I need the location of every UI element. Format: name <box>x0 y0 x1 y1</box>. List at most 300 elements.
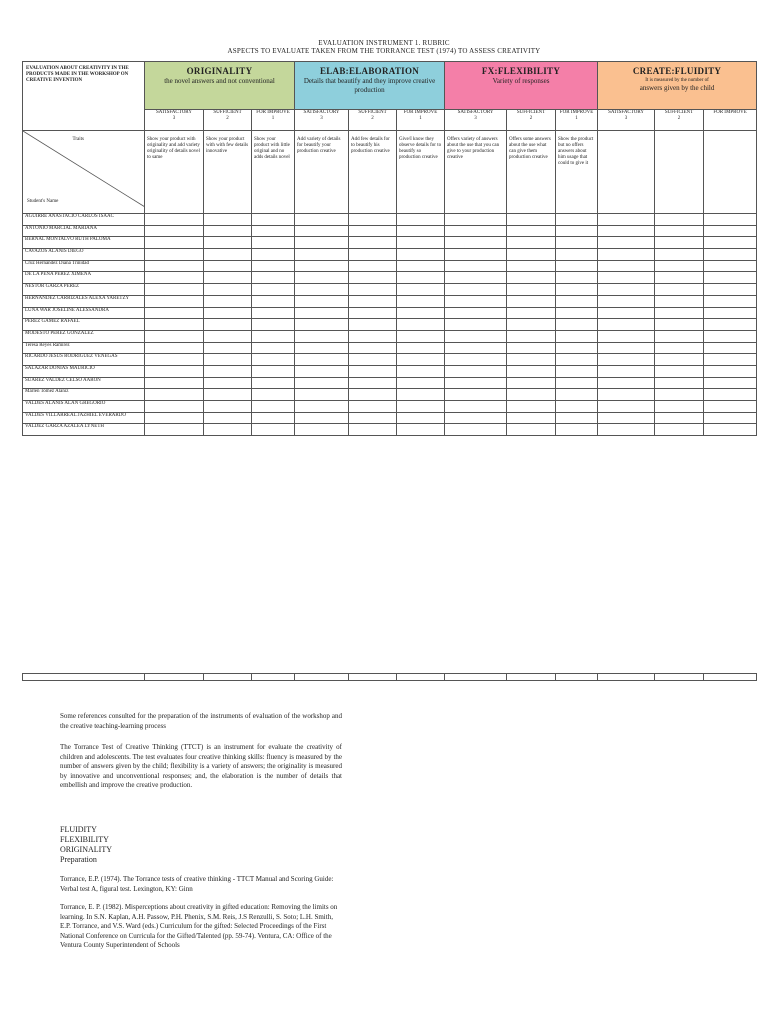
score-cell[interactable] <box>598 330 655 342</box>
score-cell[interactable] <box>507 401 556 413</box>
score-cell[interactable] <box>655 295 704 307</box>
score-cell[interactable] <box>598 365 655 377</box>
score-cell[interactable] <box>704 284 757 296</box>
level-descriptor: Offers some answers about the use what can give them production creative <box>507 131 556 214</box>
score-cell[interactable] <box>445 412 507 424</box>
score-cell[interactable] <box>252 389 295 401</box>
score-cell[interactable] <box>704 330 757 342</box>
keyword: ORIGINALITY <box>60 845 112 854</box>
student-row <box>23 272 757 284</box>
score-cell[interactable] <box>397 319 445 331</box>
score-cell[interactable] <box>145 295 204 307</box>
score-cell[interactable] <box>445 260 507 272</box>
score-cell[interactable] <box>349 377 397 389</box>
score-cell[interactable] <box>655 272 704 284</box>
score-cell[interactable] <box>556 272 598 284</box>
score-cell[interactable] <box>655 319 704 331</box>
score-cell[interactable] <box>145 225 204 237</box>
score-cell[interactable] <box>556 342 598 354</box>
score-cell[interactable] <box>204 424 252 436</box>
score-cell[interactable] <box>445 295 507 307</box>
score-cell[interactable] <box>295 225 349 237</box>
category-elaboration <box>295 62 445 110</box>
score-cell[interactable] <box>507 214 556 226</box>
score-cell[interactable] <box>349 319 397 331</box>
score-cell[interactable] <box>145 424 204 436</box>
level-score: 3 <box>624 116 628 121</box>
score-cell[interactable] <box>556 412 598 424</box>
score-cell[interactable] <box>145 389 204 401</box>
score-cell[interactable] <box>556 377 598 389</box>
level-descriptor: Add variety of details for beautify your production creative <box>295 131 349 214</box>
score-cell[interactable] <box>704 412 757 424</box>
student-row <box>23 424 757 436</box>
score-cell[interactable] <box>445 272 507 284</box>
student-name: SALAZAR DONIAS MAURICIO <box>23 365 145 377</box>
score-cell[interactable] <box>349 401 397 413</box>
score-cell[interactable] <box>295 249 349 261</box>
score-cell[interactable] <box>507 412 556 424</box>
score-cell[interactable] <box>704 295 757 307</box>
level-header <box>397 110 445 131</box>
rubric-title: EVALUATION INSTRUMENT 1. RUBRIC <box>318 39 450 47</box>
score-cell[interactable] <box>295 424 349 436</box>
score-cell[interactable] <box>252 342 295 354</box>
student-name: HERNANDEZ CARRIZALES ALEXA YARETZY <box>23 295 145 307</box>
student-row <box>23 342 757 354</box>
score-cell[interactable] <box>445 319 507 331</box>
score-cell[interactable] <box>204 365 252 377</box>
category-description: answers given by the child <box>639 84 715 92</box>
score-cell[interactable] <box>507 225 556 237</box>
score-cell[interactable] <box>598 342 655 354</box>
score-cell[interactable] <box>295 401 349 413</box>
score-cell[interactable] <box>507 307 556 319</box>
score-cell[interactable] <box>445 214 507 226</box>
score-cell[interactable] <box>704 214 757 226</box>
score-cell[interactable] <box>145 412 204 424</box>
score-cell[interactable] <box>556 237 598 249</box>
score-cell[interactable] <box>445 354 507 366</box>
citation-torrance-1982: Torrance, E. P. (1982). Misperceptions about creativity in gifted education: Removing the limits on learning. In S.N. Kaplan, A.H. Passow, P.H. Phenix, S.M. Reis, J.S Renzulli, S. Soto; L.H. Smith, E.P. Torrance, and V.S. Ward (eds.) Curriculum for the gifted: Selected Proceedings of the First National Conference on Curricula for the Gifted/Talented (pp. 59-74). Ventura, CA: Office of the Ventura County Superintendent of Schools <box>60 903 338 949</box>
score-cell[interactable] <box>145 260 204 272</box>
score-cell[interactable] <box>349 307 397 319</box>
level-header <box>598 110 655 131</box>
score-cell[interactable] <box>598 389 655 401</box>
score-cell[interactable] <box>556 330 598 342</box>
level-descriptor: Add few details for to beautify his production creative <box>349 131 397 214</box>
category-originality <box>145 62 295 110</box>
score-cell[interactable] <box>349 249 397 261</box>
score-cell[interactable] <box>507 249 556 261</box>
score-cell[interactable] <box>295 272 349 284</box>
level-header <box>295 110 349 131</box>
score-cell[interactable] <box>507 284 556 296</box>
score-cell[interactable] <box>704 272 757 284</box>
score-cell[interactable] <box>556 354 598 366</box>
score-cell[interactable] <box>145 319 204 331</box>
score-cell[interactable] <box>445 365 507 377</box>
score-cell[interactable] <box>295 214 349 226</box>
level-score: 1 <box>271 116 275 121</box>
score-cell[interactable] <box>655 284 704 296</box>
level-score: 2 <box>677 116 681 121</box>
ttct-paragraph: The Torrance Test of Creative Thinking (TTCT) is an instrument for evaluate the creativity of children and adolescents. The test evaluates four creative thinking skills: fluency is measured by the number of answers given by the child; flexibility is a variety of answers; the originality is measured by innovative and unconventional responses; and, the elaboration is the number of details that embellish and improve the creative production. <box>60 743 342 789</box>
score-cell[interactable] <box>145 284 204 296</box>
level-label: SATISFACTORY <box>303 110 340 115</box>
score-cell[interactable] <box>252 272 295 284</box>
score-cell[interactable] <box>556 307 598 319</box>
level-score: 3 <box>320 116 323 121</box>
score-cell[interactable] <box>397 214 445 226</box>
student-name: ANTONIO MARCIAL MARIANA <box>23 225 145 237</box>
score-cell[interactable] <box>295 389 349 401</box>
student-row <box>23 237 757 249</box>
score-cell[interactable] <box>397 377 445 389</box>
score-cell[interactable] <box>204 319 252 331</box>
score-cell[interactable] <box>556 401 598 413</box>
score-cell[interactable] <box>556 295 598 307</box>
score-cell[interactable] <box>252 249 295 261</box>
level-header <box>507 110 556 131</box>
score-cell[interactable] <box>704 354 757 366</box>
score-cell[interactable] <box>655 225 704 237</box>
score-cell[interactable] <box>252 225 295 237</box>
score-cell[interactable] <box>295 237 349 249</box>
score-cell[interactable] <box>397 295 445 307</box>
score-cell[interactable] <box>204 389 252 401</box>
score-cell[interactable] <box>655 377 704 389</box>
score-cell[interactable] <box>349 389 397 401</box>
score-cell[interactable] <box>397 342 445 354</box>
score-cell[interactable] <box>598 377 655 389</box>
score-cell[interactable] <box>204 307 252 319</box>
score-cell[interactable] <box>445 389 507 401</box>
score-cell[interactable] <box>655 237 704 249</box>
score-cell[interactable] <box>598 272 655 284</box>
level-score: 3 <box>474 116 477 121</box>
score-cell[interactable] <box>445 284 507 296</box>
score-cell[interactable] <box>295 319 349 331</box>
score-cell[interactable] <box>349 284 397 296</box>
score-cell[interactable] <box>655 424 704 436</box>
score-cell[interactable] <box>556 389 598 401</box>
score-cell[interactable] <box>445 342 507 354</box>
score-cell[interactable] <box>145 365 204 377</box>
score-cell[interactable] <box>397 424 445 436</box>
score-cell[interactable] <box>295 354 349 366</box>
score-cell[interactable] <box>349 260 397 272</box>
score-cell[interactable] <box>598 319 655 331</box>
level-header <box>556 110 598 131</box>
score-cell[interactable] <box>252 214 295 226</box>
score-cell[interactable] <box>507 424 556 436</box>
level-label: SUFFICIENT <box>664 110 694 115</box>
score-cell[interactable] <box>397 284 445 296</box>
score-cell[interactable] <box>204 260 252 272</box>
score-cell[interactable] <box>295 295 349 307</box>
category-description: Variety of responses <box>492 77 550 85</box>
level-descriptor: Show your product with little original and no adds details novel <box>252 131 295 214</box>
score-cell[interactable] <box>204 330 252 342</box>
score-cell[interactable] <box>145 307 204 319</box>
score-cell[interactable] <box>349 214 397 226</box>
student-name: Cruz Hernández Diana Trinidad <box>23 260 145 272</box>
keyword: Preparation <box>60 855 97 864</box>
level-header <box>445 110 507 131</box>
student-row <box>23 260 757 272</box>
score-cell[interactable] <box>507 330 556 342</box>
score-cell[interactable] <box>252 295 295 307</box>
score-cell[interactable] <box>204 295 252 307</box>
score-cell[interactable] <box>204 249 252 261</box>
score-cell[interactable] <box>598 237 655 249</box>
level-score: 2 <box>226 116 229 121</box>
score-cell[interactable] <box>204 377 252 389</box>
score-cell[interactable] <box>295 412 349 424</box>
score-cell[interactable] <box>204 401 252 413</box>
score-cell[interactable] <box>655 401 704 413</box>
score-cell[interactable] <box>445 424 507 436</box>
score-cell[interactable] <box>445 307 507 319</box>
score-cell[interactable] <box>655 330 704 342</box>
score-cell[interactable] <box>704 424 757 436</box>
score-cell[interactable] <box>507 389 556 401</box>
score-cell[interactable] <box>397 237 445 249</box>
score-cell[interactable] <box>204 342 252 354</box>
score-cell[interactable] <box>704 365 757 377</box>
score-cell[interactable] <box>295 307 349 319</box>
score-cell[interactable] <box>704 307 757 319</box>
score-cell[interactable] <box>349 342 397 354</box>
score-cell[interactable] <box>295 284 349 296</box>
score-cell[interactable] <box>704 389 757 401</box>
rubric-subtitle: ASPECTS TO EVALUATE TAKEN FROM THE TORRANCE TEST (1974) TO ASSESS CREATIVITY <box>227 47 541 55</box>
score-cell[interactable] <box>349 354 397 366</box>
level-descriptor: Show your product with originality and add variety originality of details novel to same <box>145 131 204 214</box>
score-cell[interactable] <box>397 412 445 424</box>
score-cell[interactable] <box>145 214 204 226</box>
level-descriptor <box>704 131 757 214</box>
score-cell[interactable] <box>507 354 556 366</box>
score-cell[interactable] <box>349 365 397 377</box>
score-cell[interactable] <box>252 365 295 377</box>
level-label: SATISFACTORY <box>608 110 645 115</box>
student-name-label: Student's Name <box>27 199 59 204</box>
score-cell[interactable] <box>252 260 295 272</box>
student-name: DE LA PENA PEREZ XIMENA <box>23 272 145 284</box>
score-cell[interactable] <box>445 225 507 237</box>
level-score: 3 <box>172 116 176 121</box>
student-name: AGUIRRE ANASTACIO CARLOS ISAAC <box>23 214 145 226</box>
score-cell[interactable] <box>507 272 556 284</box>
student-name: VALDES ALANÍS ALAN GREGORIO <box>23 401 145 413</box>
score-cell[interactable] <box>598 260 655 272</box>
rubric-bottom-row <box>22 673 757 681</box>
score-cell[interactable] <box>598 249 655 261</box>
level-descriptor <box>598 131 655 214</box>
student-row <box>23 389 757 401</box>
score-cell[interactable] <box>445 377 507 389</box>
references-intro: Some references consulted for the preparation of the instruments of evaluation of the workshop and the creative teaching-learning process <box>60 712 342 730</box>
score-cell[interactable] <box>145 377 204 389</box>
score-cell[interactable] <box>507 295 556 307</box>
score-cell[interactable] <box>295 365 349 377</box>
score-cell[interactable] <box>507 237 556 249</box>
score-cell[interactable] <box>204 354 252 366</box>
score-cell[interactable] <box>349 237 397 249</box>
score-cell[interactable] <box>507 260 556 272</box>
level-header <box>349 110 397 131</box>
score-cell[interactable] <box>252 424 295 436</box>
score-cell[interactable] <box>397 249 445 261</box>
score-cell[interactable] <box>704 401 757 413</box>
score-cell[interactable] <box>252 401 295 413</box>
score-cell[interactable] <box>397 330 445 342</box>
score-cell[interactable] <box>349 424 397 436</box>
score-cell[interactable] <box>655 389 704 401</box>
score-cell[interactable] <box>397 260 445 272</box>
score-cell[interactable] <box>397 272 445 284</box>
category-name: FX:FLEXIBILITY <box>481 66 561 76</box>
score-cell[interactable] <box>349 225 397 237</box>
score-cell[interactable] <box>145 237 204 249</box>
score-cell[interactable] <box>252 307 295 319</box>
score-cell[interactable] <box>397 365 445 377</box>
level-descriptor: Give/I know they observe details for to beautify so production creative <box>397 131 445 214</box>
student-row <box>23 214 757 226</box>
level-label: SUFFICIENT <box>516 110 546 115</box>
score-cell[interactable] <box>598 295 655 307</box>
level-header <box>704 110 757 131</box>
student-row <box>23 412 757 424</box>
score-cell[interactable] <box>349 272 397 284</box>
student-row <box>23 377 757 389</box>
score-cell[interactable] <box>397 354 445 366</box>
score-cell[interactable] <box>397 307 445 319</box>
score-cell[interactable] <box>598 307 655 319</box>
score-cell[interactable] <box>704 225 757 237</box>
score-cell[interactable] <box>295 260 349 272</box>
score-cell[interactable] <box>295 377 349 389</box>
evaluation-header: EVALUATION ABOUT CREATIVITY IN THE PRODUCTS MADE IN THE WORKSHOP ON CREATIVE INVENTION <box>23 62 145 131</box>
level-score: 2 <box>529 116 533 121</box>
score-cell[interactable] <box>507 377 556 389</box>
student-row <box>23 284 757 296</box>
score-cell[interactable] <box>445 401 507 413</box>
score-cell[interactable] <box>295 330 349 342</box>
score-cell[interactable] <box>655 260 704 272</box>
score-cell[interactable] <box>252 377 295 389</box>
score-cell[interactable] <box>704 249 757 261</box>
keyword: FLUIDITY <box>60 825 97 834</box>
score-cell[interactable] <box>507 342 556 354</box>
score-cell[interactable] <box>204 237 252 249</box>
score-cell[interactable] <box>556 225 598 237</box>
score-cell[interactable] <box>145 272 204 284</box>
score-cell[interactable] <box>204 284 252 296</box>
score-cell[interactable] <box>598 354 655 366</box>
score-cell[interactable] <box>145 401 204 413</box>
score-cell[interactable] <box>397 389 445 401</box>
score-cell[interactable] <box>598 412 655 424</box>
score-cell[interactable] <box>655 249 704 261</box>
score-cell[interactable] <box>204 225 252 237</box>
level-label: SATISFACTORY <box>156 110 192 115</box>
score-cell[interactable] <box>295 342 349 354</box>
score-cell[interactable] <box>349 295 397 307</box>
score-cell[interactable] <box>445 249 507 261</box>
score-cell[interactable] <box>349 412 397 424</box>
score-cell[interactable] <box>445 237 507 249</box>
score-cell[interactable] <box>655 342 704 354</box>
score-cell[interactable] <box>655 307 704 319</box>
level-header <box>252 110 295 131</box>
score-cell[interactable] <box>252 412 295 424</box>
score-cell[interactable] <box>556 284 598 296</box>
score-cell[interactable] <box>252 354 295 366</box>
score-cell[interactable] <box>145 249 204 261</box>
score-cell[interactable] <box>145 342 204 354</box>
score-cell[interactable] <box>397 401 445 413</box>
score-cell[interactable] <box>704 377 757 389</box>
student-name: PEREZ GAMEZ RAFAEL <box>23 319 145 331</box>
score-cell[interactable] <box>704 260 757 272</box>
student-name: BERNAL MONTALVO RUTH PALOMA <box>23 237 145 249</box>
score-cell[interactable] <box>556 365 598 377</box>
score-cell[interactable] <box>598 214 655 226</box>
score-cell[interactable] <box>704 319 757 331</box>
score-cell[interactable] <box>655 365 704 377</box>
rubric-table <box>22 61 757 436</box>
level-label: SUFFICIENT <box>358 110 387 115</box>
level-descriptor <box>655 131 704 214</box>
score-cell[interactable] <box>204 272 252 284</box>
score-cell[interactable] <box>556 260 598 272</box>
student-row <box>23 365 757 377</box>
traits-student-corner <box>23 131 145 214</box>
score-cell[interactable] <box>145 354 204 366</box>
score-cell[interactable] <box>704 342 757 354</box>
score-cell[interactable] <box>204 412 252 424</box>
score-cell[interactable] <box>252 319 295 331</box>
score-cell[interactable] <box>556 249 598 261</box>
score-cell[interactable] <box>655 354 704 366</box>
score-cell[interactable] <box>252 284 295 296</box>
score-cell[interactable] <box>445 330 507 342</box>
score-cell[interactable] <box>655 214 704 226</box>
score-cell[interactable] <box>145 330 204 342</box>
score-cell[interactable] <box>556 214 598 226</box>
category-note: It is measured by the number of <box>645 78 709 83</box>
score-cell[interactable] <box>598 401 655 413</box>
score-cell[interactable] <box>556 424 598 436</box>
score-cell[interactable] <box>598 225 655 237</box>
score-cell[interactable] <box>507 365 556 377</box>
score-cell[interactable] <box>252 237 295 249</box>
score-cell[interactable] <box>252 330 295 342</box>
score-cell[interactable] <box>349 330 397 342</box>
score-cell[interactable] <box>598 284 655 296</box>
score-cell[interactable] <box>556 319 598 331</box>
score-cell[interactable] <box>507 319 556 331</box>
score-cell[interactable] <box>598 424 655 436</box>
score-cell[interactable] <box>397 225 445 237</box>
score-cell[interactable] <box>655 412 704 424</box>
student-row <box>23 330 757 342</box>
score-cell[interactable] <box>704 237 757 249</box>
score-cell[interactable] <box>204 214 252 226</box>
